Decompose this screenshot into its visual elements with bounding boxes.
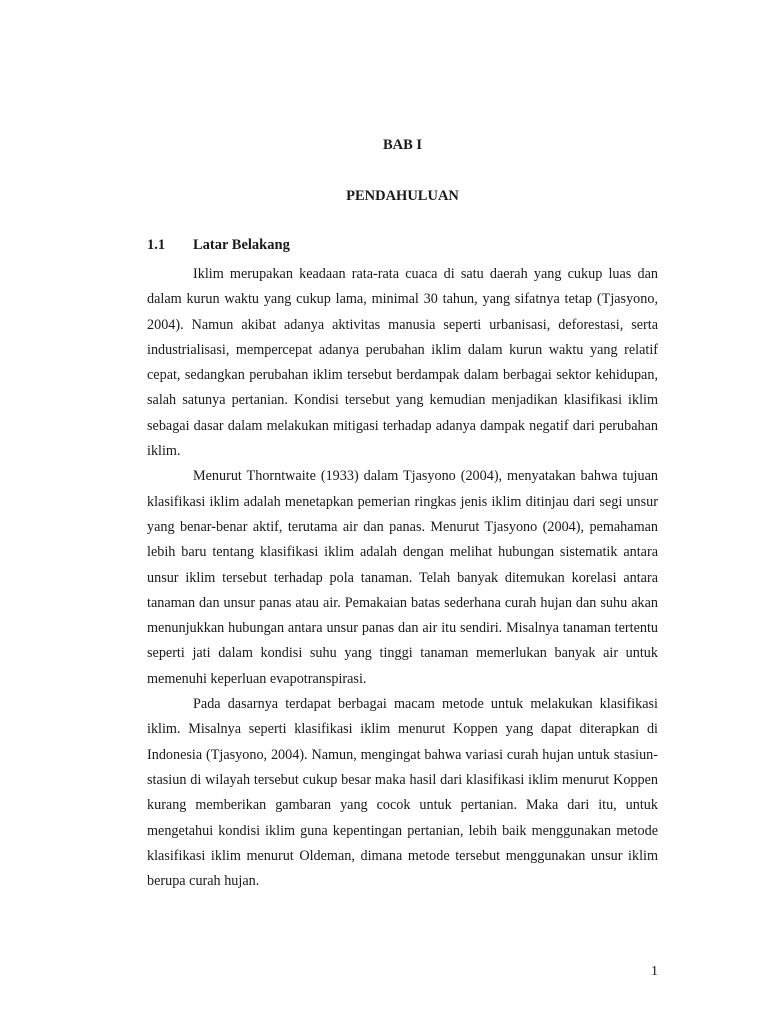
chapter-number: BAB I <box>382 137 423 153</box>
section-number: 1.1 <box>147 237 166 253</box>
page-number: 1 <box>651 964 658 979</box>
section-title: Latar Belakang <box>193 237 290 253</box>
paragraph-1: Iklim merupakan keadaan rata-rata cuaca di satu daerah yang cukup luas dan dalam kurun waktu yang cukup lama, minimal 30 tahun, yang sifatnya tetap (Tjasyono, 2004). Namun akibat adanya aktivitas manusia seperti urbanisasi, deforestasi, serta industrialisasi, mempercepat adanya perubahan iklim dalam kurun waktu yang relatif cepat, sedangkan perubahan iklim tersebut berdampak dalam berbagai sektor kehidupan, salah satunya pertanian. Kondisi tersebut yang kemudian menjadikan klasifikasi iklim sebagai dasar dalam melakukan mitigasi terhadap adanya dampak negatif dari perubahan iklim. <box>147 266 658 460</box>
section-heading <box>147 237 290 254</box>
chapter-title: PENDAHULUAN <box>346 188 459 204</box>
paragraph-2: Menurut Thorntwaite (1933) dalam Tjasyono (2004), menyatakan bahwa tujuan klasifikasi iklim adalah menetapkan pemerian ringkas jenis iklim ditinjau dari segi unsur yang benar-benar aktif, terutama air dan panas. Menurut Tjasyono (2004), pemahaman lebih baru tentang klasifikasi iklim adalah dengan melihat hubungan sistematik antara unsur iklim tersebut terhadap pola tanaman. Telah banyak ditemukan korelasi antara tanaman dan unsur panas atau air. Pemakaian batas sederhana curah hujan dan suhu akan menunjukkan hubungan antara unsur panas dan air itu sendiri. Misalnya tanaman tertentu seperti jati dalam kondisi suhu yang tinggi tanaman memerlukan banyak air untuk memenuhi keperluan evapotranspirasi. <box>147 468 658 687</box>
paragraph-3: Pada dasarnya terdapat berbagai macam metode untuk melakukan klasifikasi iklim. Misalnya seperti klasifikasi iklim menurut Koppen yang dapat diterapkan di Indonesia (Tjasyono, 2004). Namun, mengingat bahwa variasi curah hujan untuk stasiun-stasiun di wilayah tersebut cukup besar maka hasil dari klasifikasi iklim menurut Koppen kurang memberikan gambaran yang cocok untuk pertanian. Maka dari itu, untuk mengetahui kondisi iklim guna kepentingan pertanian, lebih baik menggunakan metode klasifikasi iklim menurut Oldeman, dimana metode tersebut menggunakan unsur iklim berupa curah hujan. <box>147 696 658 890</box>
body-text <box>147 262 658 894</box>
